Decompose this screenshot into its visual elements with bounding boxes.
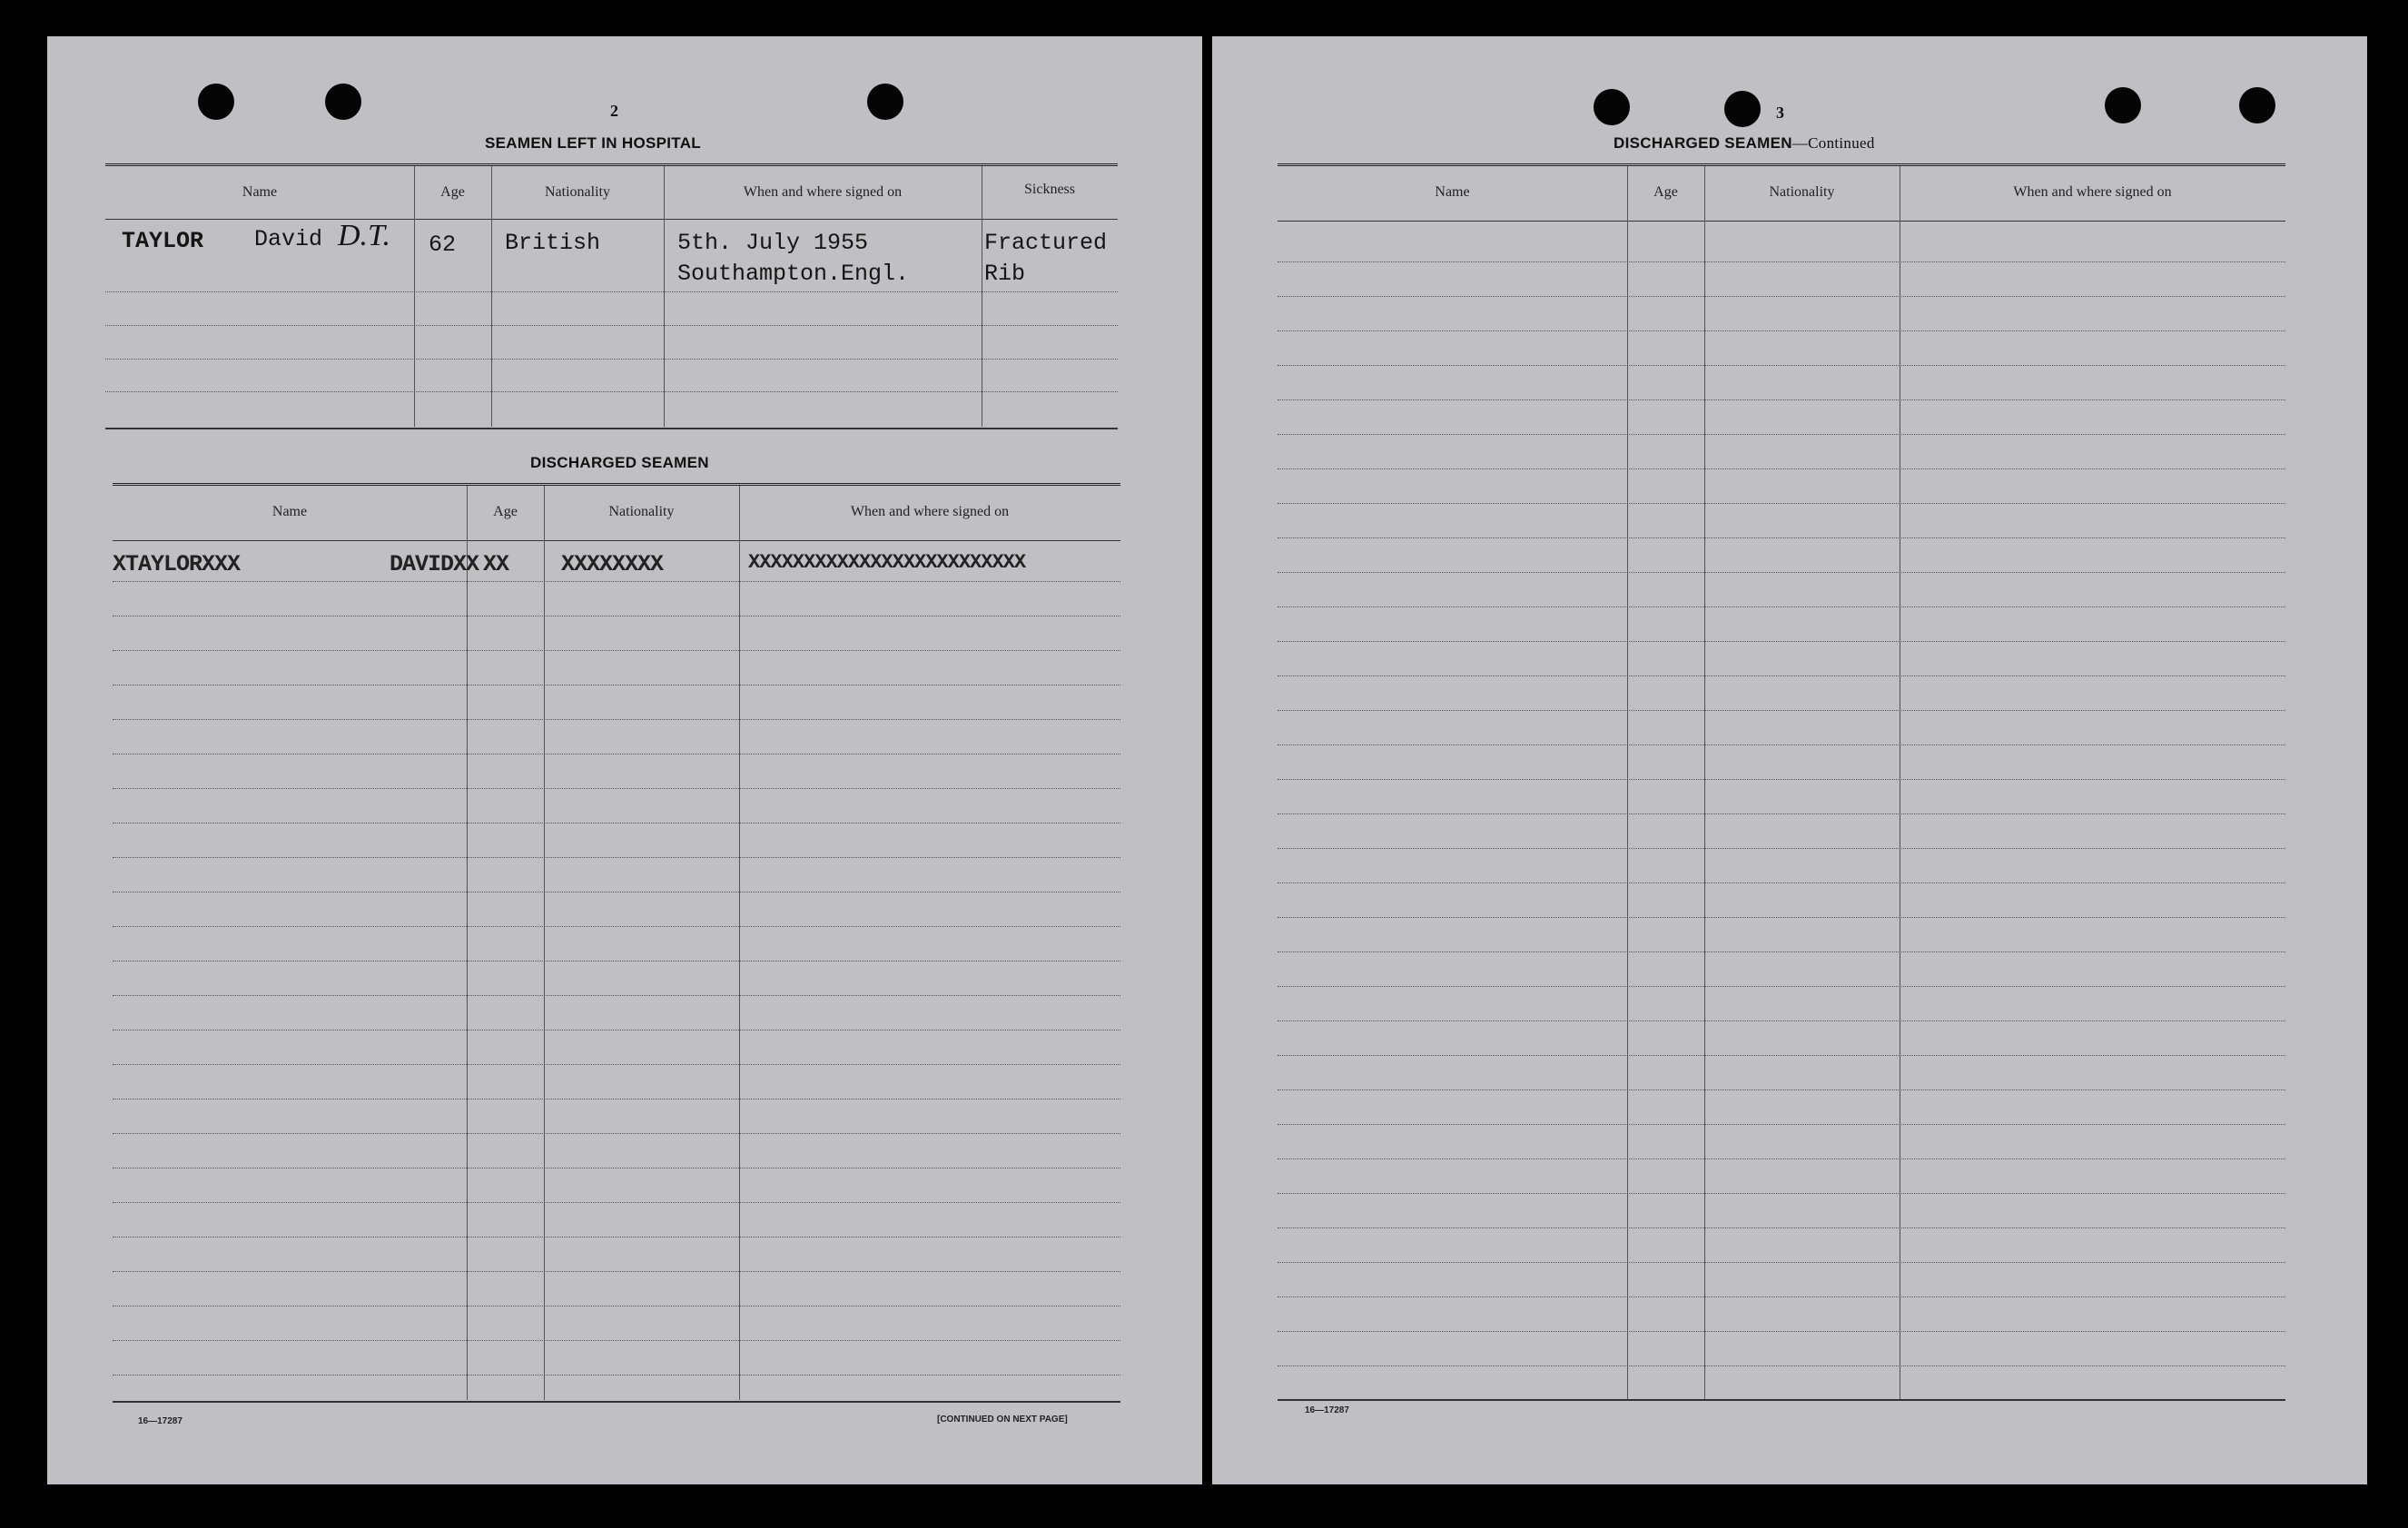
ruled-line — [113, 650, 1120, 651]
discharged-table — [113, 483, 1120, 1400]
col-header-signed-on: When and where signed on — [850, 504, 1010, 519]
left-page — [47, 36, 1202, 1484]
ruled-line — [1278, 1020, 2285, 1021]
discharged-continued-header — [1278, 166, 2285, 222]
ruled-line — [113, 857, 1120, 858]
signed-on-place: Southampton.Engl. — [677, 261, 910, 287]
ruled-line — [113, 1340, 1120, 1341]
ruled-line — [1278, 1124, 2285, 1125]
seaman-nationality: British — [505, 230, 601, 256]
right-page — [1212, 36, 2367, 1484]
page-number: 3 — [1776, 104, 1784, 122]
ruled-line — [1278, 1193, 2285, 1194]
ruled-line — [1278, 296, 2285, 297]
hospital-table — [105, 163, 1118, 427]
punch-hole — [2239, 87, 2275, 123]
ruled-line — [1278, 917, 2285, 918]
ruled-line — [113, 719, 1120, 720]
ruled-line — [1278, 399, 2285, 400]
col-header-age: Age — [440, 184, 465, 200]
discharged-continued-title: DISCHARGED SEAMEN—Continued — [1614, 134, 1875, 152]
ruled-line — [113, 1202, 1120, 1203]
col-header-name: Name — [1435, 184, 1470, 200]
struck-surname: XTAYLORXXX — [113, 551, 241, 577]
seaman-surname: TAYLOR — [122, 228, 204, 254]
ruled-line — [1278, 365, 2285, 366]
ruled-line — [1278, 1089, 2285, 1090]
punch-hole — [867, 84, 903, 120]
ruled-line — [113, 926, 1120, 927]
ruled-line — [1278, 503, 2285, 504]
ruled-line — [1278, 572, 2285, 573]
ruled-line — [1278, 641, 2285, 642]
struck-signed-on: XXXXXXXXXXXXXXXXXXXXXXXXX — [748, 551, 1026, 574]
ruled-line — [113, 788, 1120, 789]
col-header-signed-on: When and where signed on — [2013, 184, 2172, 200]
ruled-line — [113, 1133, 1120, 1134]
struck-age: XX — [483, 551, 509, 577]
ruled-line — [113, 995, 1120, 996]
ruled-line — [1278, 779, 2285, 780]
col-header-signed-on: When and where signed on — [743, 184, 903, 200]
col-header-age: Age — [1653, 184, 1678, 200]
punch-hole — [1594, 89, 1630, 125]
col-header-nationality: Nationality — [1769, 184, 1835, 200]
punch-hole — [2105, 87, 2141, 123]
punch-hole — [1724, 91, 1761, 127]
ruled-line — [1278, 882, 2285, 883]
seaman-given-name: David — [254, 226, 323, 252]
form-number: 16—17287 — [1305, 1405, 1349, 1415]
discharged-table-header — [113, 486, 1120, 541]
ruled-line — [1278, 951, 2285, 952]
ruled-line — [1278, 710, 2285, 711]
hospital-section-title: SEAMEN LEFT IN HOSPITAL — [485, 134, 701, 152]
ruled-line — [1278, 606, 2285, 607]
continued-note: [CONTINUED ON NEXT PAGE] — [937, 1415, 1068, 1424]
sickness-detail: Rib — [984, 261, 1026, 287]
col-header-age: Age — [493, 504, 518, 519]
ruled-line — [1278, 1331, 2285, 1332]
ruled-line — [113, 581, 1120, 582]
ruled-line — [1278, 1227, 2285, 1228]
col-header-name: Name — [242, 184, 278, 200]
hospital-table-header — [105, 166, 1118, 220]
ruled-line — [1278, 1055, 2285, 1056]
ruled-line — [1278, 848, 2285, 849]
ruled-line — [1278, 1365, 2285, 1366]
ruled-line — [1278, 330, 2285, 331]
ruled-line — [1278, 986, 2285, 987]
ruled-line — [1278, 434, 2285, 435]
col-header-nationality: Nationality — [608, 504, 675, 519]
ruled-line — [1278, 813, 2285, 814]
signed-on-date: 5th. July 1955 — [677, 230, 869, 256]
punch-hole — [198, 84, 234, 120]
seaman-age: 62 — [429, 232, 457, 258]
struck-nationality: XXXXXXXX — [561, 551, 664, 577]
ruled-line — [1278, 675, 2285, 676]
col-header-name: Name — [271, 504, 308, 519]
ruled-line — [1278, 1158, 2285, 1159]
punch-hole — [325, 84, 361, 120]
discharged-section-title: DISCHARGED SEAMEN — [530, 454, 709, 471]
handwritten-initials: D.T. — [338, 219, 390, 252]
sickness: Fractured — [984, 230, 1108, 256]
ruled-line — [1278, 261, 2285, 262]
ruled-line — [1278, 537, 2285, 538]
form-number: 16—17287 — [138, 1416, 183, 1426]
ruled-line — [1278, 744, 2285, 745]
ruled-line — [1278, 1262, 2285, 1263]
ruled-line — [1278, 1296, 2285, 1297]
col-header-sickness: Sickness — [1024, 182, 1075, 197]
ruled-line — [1278, 468, 2285, 469]
ruled-line — [113, 1271, 1120, 1272]
struck-given-name: DAVIDXX — [390, 551, 479, 577]
page-number: 2 — [610, 102, 618, 120]
col-header-nationality: Nationality — [545, 184, 610, 200]
discharged-continued-table — [1278, 163, 2285, 1400]
ruled-line — [113, 1064, 1120, 1065]
